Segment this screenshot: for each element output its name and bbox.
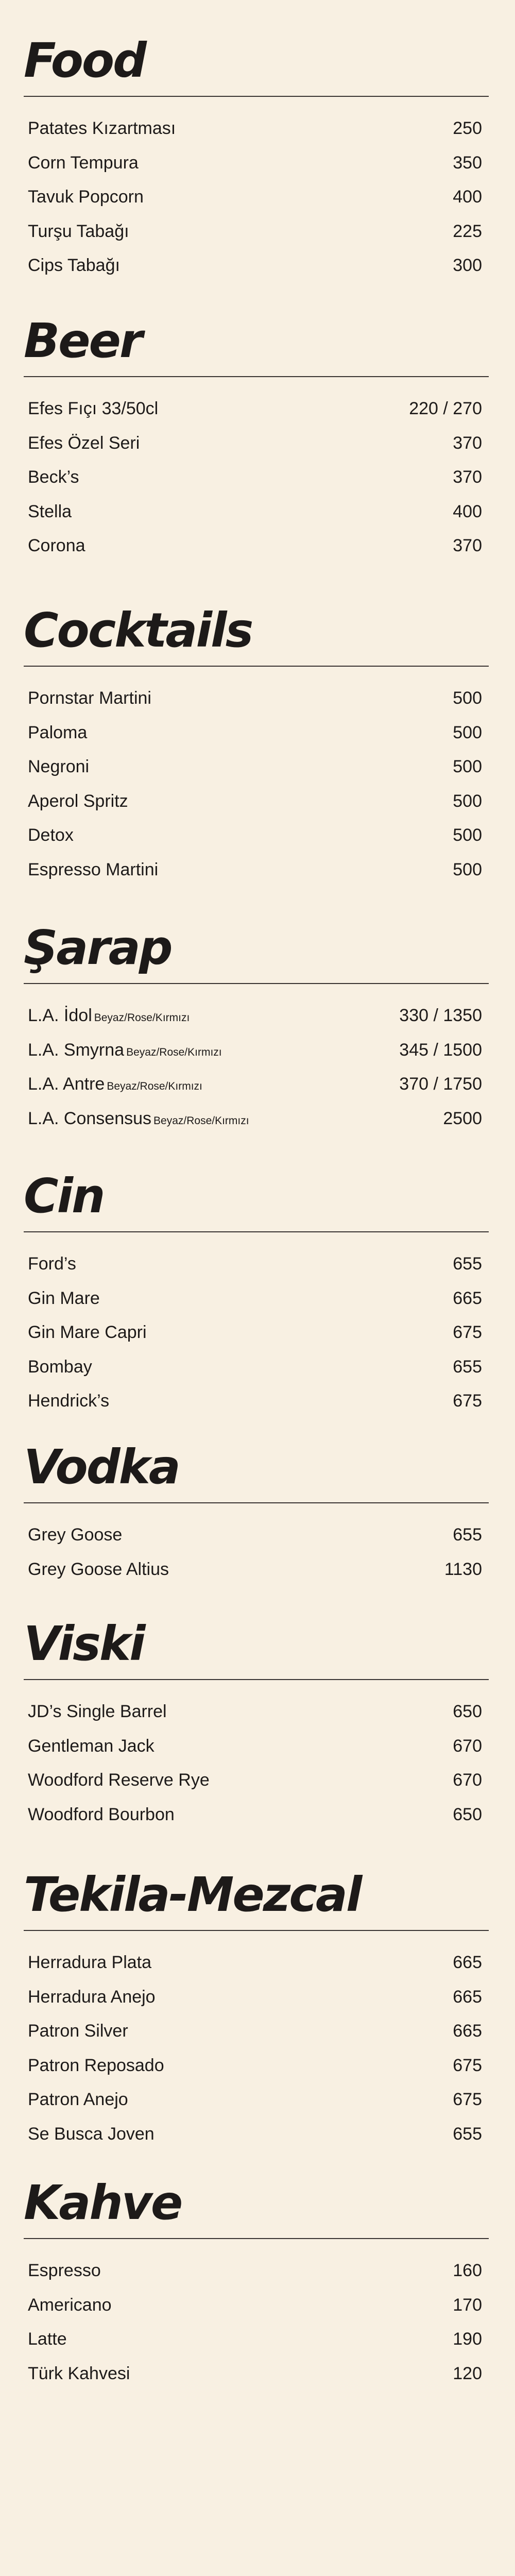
item-price: 500 <box>453 688 482 708</box>
item-price: 500 <box>453 791 482 811</box>
section-divider <box>24 1679 489 1680</box>
item-name-group <box>28 716 87 750</box>
item-name: L.A. İdol <box>28 1006 92 1025</box>
menu-item <box>24 2253 489 2288</box>
menu-item <box>24 426 489 461</box>
item-name-group <box>28 1552 169 1587</box>
menu-item <box>24 1315 489 1350</box>
item-name: Gin Mare Capri <box>28 1323 147 1342</box>
item-name: Stella <box>28 501 72 521</box>
item-name-group <box>28 180 144 214</box>
item-name: Pornstar Martini <box>28 688 151 708</box>
item-name-group <box>28 2288 112 2323</box>
menu-item <box>24 1945 489 1980</box>
item-name: Herradura Plata <box>28 1953 152 1972</box>
item-price: 220 / 270 <box>409 399 482 418</box>
item-name: Espresso <box>28 2261 101 2280</box>
section-divider <box>24 96 489 97</box>
menu-item <box>24 2357 489 2391</box>
item-name-group <box>28 853 158 887</box>
item-name-group <box>28 529 85 563</box>
menu-item <box>24 1033 489 1067</box>
item-name-group <box>28 1281 100 1316</box>
item-name-group <box>28 2322 67 2357</box>
item-price: 345 / 1500 <box>399 1040 482 1060</box>
item-name: Latte <box>28 2329 67 2349</box>
item-price: 670 <box>453 1736 482 1756</box>
item-name-group <box>28 1518 122 1552</box>
item-price: 655 <box>453 1357 482 1377</box>
item-name-group <box>28 1798 175 1832</box>
menu-item <box>24 146 489 180</box>
menu-item <box>24 1552 489 1587</box>
item-name: Tavuk Popcorn <box>28 187 144 207</box>
item-name-group <box>28 495 72 529</box>
item-name: Se Busca Joven <box>28 2124 154 2144</box>
menu-item <box>24 681 489 716</box>
item-name-group <box>28 1067 202 1104</box>
item-name-group <box>28 1247 76 1281</box>
menu-item <box>24 1350 489 1384</box>
item-name: Woodford Reserve Rye <box>28 1770 210 1790</box>
item-name: L.A. Antre <box>28 1074 105 1094</box>
menu-item <box>24 1763 489 1798</box>
section-food <box>24 31 489 283</box>
item-price: 330 / 1350 <box>399 1006 482 1025</box>
item-name-group <box>28 1315 147 1350</box>
item-name: Gentleman Jack <box>28 1736 154 1756</box>
section-vodka <box>24 1437 489 1586</box>
item-note: Beyaz/Rose/Kırmızı <box>153 1114 249 1127</box>
section-divider <box>24 1502 489 1503</box>
menu-item <box>24 2322 489 2357</box>
item-name-group <box>28 392 158 426</box>
item-name-group <box>28 998 190 1036</box>
item-name-group <box>28 1033 222 1070</box>
menu-item <box>24 1067 489 1101</box>
section-title: Tekila-Mezcal <box>24 1867 361 1922</box>
item-price: 665 <box>453 2021 482 2041</box>
section-title: Cin <box>24 1168 104 1224</box>
menu-item <box>24 818 489 853</box>
item-note: Beyaz/Rose/Kırmızı <box>107 1080 202 1092</box>
menu-item <box>24 2288 489 2323</box>
menu-item <box>24 248 489 283</box>
section-title: Kahve <box>24 2175 182 2230</box>
item-price: 120 <box>453 2363 482 2383</box>
item-name-group <box>28 2048 164 2083</box>
item-name: Bombay <box>28 1357 92 1377</box>
item-name-group <box>28 1384 109 1418</box>
section-divider <box>24 1930 489 1931</box>
item-name: Patron Silver <box>28 2021 128 2041</box>
item-name: Patates Kızartması <box>28 118 176 138</box>
section-tekila-mezcal <box>24 1865 489 2151</box>
menu-item <box>24 460 489 495</box>
item-price: 370 <box>453 433 482 453</box>
item-name: Detox <box>28 825 74 845</box>
menu-item <box>24 2014 489 2048</box>
item-price: 665 <box>453 1953 482 1972</box>
item-name: Aperol Spritz <box>28 791 128 811</box>
item-price: 160 <box>453 2261 482 2280</box>
item-price: 655 <box>453 1525 482 1545</box>
item-name-group <box>28 460 79 495</box>
menu-item <box>24 1384 489 1418</box>
menu-item <box>24 495 489 529</box>
menu-item <box>24 111 489 146</box>
section-divider <box>24 666 489 667</box>
item-name: Ford’s <box>28 1254 76 1274</box>
item-price: 675 <box>453 1391 482 1411</box>
item-price: 225 <box>453 221 482 241</box>
menu-item <box>24 1518 489 1552</box>
item-note: Beyaz/Rose/Kırmızı <box>94 1012 190 1024</box>
menu-item <box>24 392 489 426</box>
item-name: L.A. Smyrna <box>28 1040 125 1060</box>
item-price: 650 <box>453 1702 482 1721</box>
item-price: 500 <box>453 859 482 879</box>
item-name: Negroni <box>28 757 90 776</box>
item-name-group <box>28 2082 128 2117</box>
item-name-group <box>28 2117 154 2151</box>
item-name: Grey Goose <box>28 1525 123 1545</box>
item-price: 1130 <box>444 1559 482 1579</box>
item-name-group <box>28 1763 210 1798</box>
item-price: 500 <box>453 757 482 776</box>
menu-item <box>24 1694 489 1729</box>
item-price: 300 <box>453 256 482 275</box>
section-beer <box>24 311 489 563</box>
section-title: Viski <box>24 1616 144 1671</box>
item-name-group <box>28 2014 128 2048</box>
item-name-group <box>28 214 129 249</box>
section-divider <box>24 1231 489 1232</box>
section-title: Cocktails <box>24 603 252 658</box>
item-name: Corona <box>28 536 85 555</box>
item-name: Efes Özel Seri <box>28 433 140 453</box>
item-name: Gin Mare <box>28 1288 100 1308</box>
item-price: 370 / 1750 <box>399 1074 482 1094</box>
section-divider <box>24 376 489 377</box>
item-name-group <box>28 1350 92 1384</box>
section-title: Şarap <box>24 920 171 975</box>
item-price: 655 <box>453 2124 482 2144</box>
section-viski <box>24 1614 489 1832</box>
menu-item <box>24 1798 489 1832</box>
item-price: 350 <box>453 152 482 173</box>
item-name-group <box>28 2253 101 2288</box>
section-sarap <box>24 918 489 1136</box>
menu-item <box>24 1247 489 1281</box>
item-name-group <box>28 1729 154 1764</box>
item-name-group <box>28 784 128 819</box>
item-price: 675 <box>453 2090 482 2109</box>
item-price: 670 <box>453 1770 482 1790</box>
item-name-group <box>28 818 74 853</box>
item-name-group <box>28 111 176 146</box>
item-price: 675 <box>453 2055 482 2075</box>
item-name: Corn Tempura <box>28 152 139 173</box>
menu-item <box>24 853 489 887</box>
item-price: 190 <box>453 2329 482 2349</box>
menu-item <box>24 1729 489 1764</box>
menu-item <box>24 750 489 784</box>
item-price: 2500 <box>443 1108 482 1128</box>
item-price: 250 <box>453 118 482 138</box>
item-name: Hendrick’s <box>28 1391 110 1411</box>
item-name-group <box>28 1945 151 1980</box>
section-kahve <box>24 2173 489 2391</box>
section-divider <box>24 2238 489 2239</box>
item-price: 370 <box>453 467 482 487</box>
item-name: L.A. Consensus <box>28 1108 152 1128</box>
section-title: Vodka <box>24 1439 179 1495</box>
item-price: 500 <box>453 722 482 742</box>
item-name: Woodford Bourbon <box>28 1804 175 1824</box>
menu-item <box>24 2117 489 2151</box>
item-price: 650 <box>453 1804 482 1824</box>
menu-item <box>24 2048 489 2083</box>
item-price: 400 <box>453 187 482 207</box>
item-name-group <box>28 1101 249 1139</box>
section-divider <box>24 983 489 984</box>
item-name-group <box>28 426 140 461</box>
menu-item <box>24 784 489 819</box>
item-name: Americano <box>28 2295 112 2315</box>
item-price: 675 <box>453 1323 482 1342</box>
item-name: Espresso Martini <box>28 859 159 879</box>
menu-item <box>24 529 489 563</box>
item-price: 400 <box>453 501 482 521</box>
item-price: 500 <box>453 825 482 845</box>
menu-item <box>24 1980 489 2014</box>
item-name: Paloma <box>28 722 88 742</box>
item-price: 370 <box>453 536 482 555</box>
item-name: Cips Tabağı <box>28 256 120 275</box>
item-name-group <box>28 2357 130 2391</box>
item-name: Patron Reposado <box>28 2055 164 2075</box>
item-name: Herradura Anejo <box>28 1987 156 2007</box>
menu-item <box>24 180 489 214</box>
item-name: Grey Goose Altius <box>28 1559 169 1579</box>
item-name: Turşu Tabağı <box>28 221 129 241</box>
item-price: 665 <box>453 1288 482 1308</box>
item-name: Patron Anejo <box>28 2090 128 2109</box>
menu-item <box>24 2082 489 2117</box>
item-price: 655 <box>453 1254 482 1274</box>
item-name: JD’s Single Barrel <box>28 1702 167 1721</box>
item-name-group <box>28 146 139 180</box>
item-name-group <box>28 1980 156 2014</box>
item-name-group <box>28 681 151 716</box>
section-title: Beer <box>24 313 142 368</box>
menu-item <box>24 1281 489 1316</box>
item-name: Efes Fıçı 33/50cl <box>28 399 159 418</box>
item-price: 170 <box>453 2295 482 2315</box>
item-price: 665 <box>453 1987 482 2007</box>
section-cin <box>24 1166 489 1418</box>
menu-item <box>24 998 489 1033</box>
item-name: Türk Kahvesi <box>28 2363 130 2383</box>
section-title: Food <box>24 33 145 88</box>
item-name-group <box>28 1694 167 1729</box>
menu-item <box>24 1101 489 1136</box>
section-cocktails <box>24 601 489 887</box>
menu-item <box>24 716 489 750</box>
item-name-group <box>28 248 120 283</box>
item-note: Beyaz/Rose/Kırmızı <box>126 1046 222 1058</box>
item-name: Beck’s <box>28 467 79 487</box>
item-name-group <box>28 750 89 784</box>
menu-item <box>24 214 489 249</box>
